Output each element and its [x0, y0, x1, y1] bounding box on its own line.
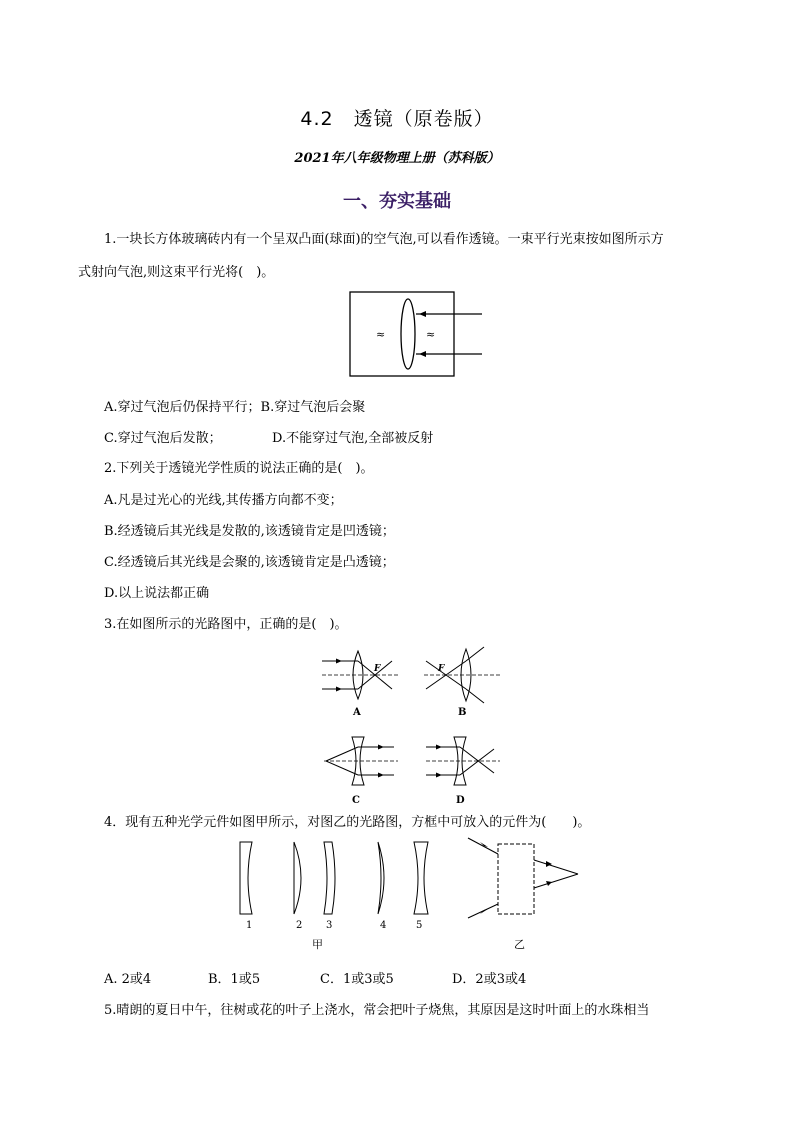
dashed-box: [498, 844, 534, 914]
q4-option-b: B．1或5: [208, 972, 261, 987]
element-2: [294, 842, 301, 914]
q1-figure-glass-brick: [340, 288, 490, 380]
element-5: [414, 842, 428, 914]
label-c: C: [352, 795, 360, 806]
q4-figure-optical-elements: [232, 836, 588, 956]
element-2-label: 2: [296, 920, 303, 931]
glass-brick: [350, 292, 454, 376]
element-5-label: 5: [416, 920, 423, 931]
page-title: 4.2 透镜（原卷版）: [300, 108, 494, 130]
label-d: D: [456, 795, 465, 806]
q4-option-a: A. 2或4: [104, 972, 152, 987]
element-3-label: 3: [326, 920, 333, 931]
element-4: [378, 842, 384, 914]
q5-stem-line1: 5.晴朗的夏日中午，往树或花的叶子上浇水，常会把叶子烧焦，其原因是这时叶面上的水珠相当: [104, 1003, 650, 1018]
element-4-label: 4: [380, 920, 387, 931]
diagram-c: [324, 737, 398, 806]
diagram-b: [424, 647, 500, 718]
label-b: B: [458, 707, 467, 718]
hatch-mark-left: ≈: [376, 328, 386, 341]
q4-option-d: D．2或3或4: [452, 972, 527, 987]
q1-option-d: D.不能穿过气泡,全部被反射: [272, 431, 434, 446]
arrow-head-top: [419, 311, 426, 317]
hatch-mark-right: ≈: [426, 328, 436, 341]
q1-options-ab: A.穿过气泡后仍保持平行；B.穿过气泡后会聚: [104, 400, 366, 415]
focus-label-b: F: [438, 664, 445, 674]
diagram-d: [426, 737, 500, 806]
air-bubble-lens: [401, 299, 415, 369]
q1-option-c: C.穿过气泡后发散；: [104, 431, 222, 446]
q2-option-a: A.凡是过光心的光线,其传播方向都不变；: [104, 493, 343, 508]
focus-label-a: F: [374, 664, 381, 674]
q2-option-d: D.以上说法都正确: [104, 586, 210, 601]
q3-figure-ray-diagrams: [318, 643, 502, 808]
q2-option-b: B.经透镜后其光线是发散的,该透镜肯定是凹透镜；: [104, 524, 395, 539]
q4-option-c: C．1或3或5: [320, 972, 394, 987]
q3-stem: 3.在如图所示的光路图中，正确的是( )。: [104, 617, 348, 632]
arrow-head-bottom: [419, 351, 426, 357]
figure-yi-label: 乙: [514, 938, 525, 951]
page-subtitle: 2021年八年级物理上册（苏科版）: [294, 151, 500, 166]
q1-stem-line1: 1.一块长方体玻璃砖内有一个呈双凸面(球面)的空气泡,可以看作透镜。一束平行光束按如图所示方: [104, 232, 664, 247]
q2-option-c: C.经透镜后其光线是会聚的,该透镜肯定是凸透镜；: [104, 555, 395, 570]
q4-stem: 4．现有五种光学元件如图甲所示，对图乙的光路图，方框中可放入的元件为( )。: [104, 815, 591, 830]
diagram-a: [322, 651, 398, 718]
element-1-label: 1: [246, 920, 253, 931]
element-3: [324, 842, 335, 914]
q2-stem: 2.下列关于透镜光学性质的说法正确的是( )。: [104, 461, 374, 476]
element-1: [240, 842, 252, 914]
q1-stem-line2: 式射向气泡,则这束平行光将( )。: [78, 265, 275, 280]
label-a: A: [353, 707, 361, 718]
section-heading: 一、夯实基础: [343, 191, 451, 212]
figure-jia-label: 甲: [312, 938, 323, 951]
